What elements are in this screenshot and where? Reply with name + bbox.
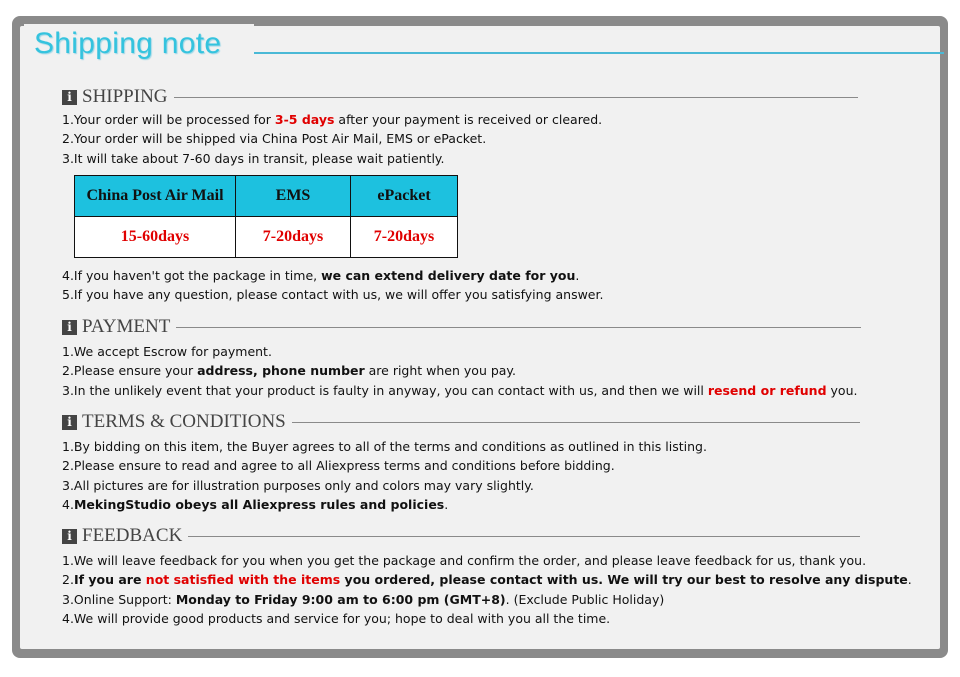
table-header-cell: ePacket — [351, 176, 458, 217]
table-header-cell: EMS — [236, 176, 351, 217]
info-icon: i — [62, 90, 77, 105]
payment-line-2: 2.Please ensure your address, phone number are right when you pay. — [62, 363, 517, 378]
table-cell: 7-20days — [236, 217, 351, 258]
table-row — [75, 217, 458, 258]
terms-line-2: 2.Please ensure to read and agree to all Aliexpress terms and conditions before bidding. — [62, 458, 615, 473]
info-icon: i — [62, 415, 77, 430]
divider — [176, 327, 861, 328]
feedback-line-3: 3.Online Support: Monday to Friday 9:00 am to 6:00 pm (GMT+8). (Exclude Public Holiday) — [62, 592, 665, 607]
terms-line-1: 1.By bidding on this item, the Buyer agrees to all of the terms and conditions as outlined in this listing. — [62, 439, 707, 454]
page-title: Shipping note — [34, 27, 222, 60]
terms-line-4: 4.MekingStudio obeys all Aliexpress rules and policies. — [62, 497, 449, 512]
table-cell: 15-60days — [75, 217, 236, 258]
section-title: TERMS & CONDITIONS — [82, 411, 286, 432]
info-icon: i — [62, 320, 77, 335]
feedback-line-4: 4.We will provide good products and service for you; hope to deal with you all the time. — [62, 611, 611, 626]
section-shipping-heading — [62, 87, 858, 107]
title-rule — [254, 52, 944, 54]
section-title: PAYMENT — [82, 316, 171, 337]
shipping-line-1: 1.Your order will be processed for 3-5 days after your payment is received or cleared. — [62, 112, 603, 127]
feedback-line-2: 2.If you are not satisfied with the items you ordered, please contact with us. We will try our best to resolve any dispute. — [62, 572, 912, 587]
shipping-line-5: 5.If you have any question, please contact with us, we will offer you satisfying answer. — [62, 287, 604, 302]
shipping-line-4: 4.If you haven't got the package in time, we can extend delivery date for you. — [62, 268, 580, 283]
shipping-line-3: 3.It will take about 7-60 days in transit, please wait patiently. — [62, 151, 445, 166]
divider — [188, 536, 860, 537]
section-terms-heading — [62, 412, 860, 432]
shipping-time-table — [74, 175, 458, 258]
divider — [174, 97, 858, 98]
terms-line-3: 3.All pictures are for illustration purposes only and colors may vary slightly. — [62, 478, 534, 493]
payment-line-1: 1.We accept Escrow for payment. — [62, 344, 272, 359]
table-header-cell: China Post Air Mail — [75, 176, 236, 217]
info-icon: i — [62, 529, 77, 544]
table-header-row — [75, 176, 458, 217]
section-feedback-heading — [62, 526, 860, 546]
payment-line-3: 3.In the unlikely event that your product is faulty in anyway, you can contact with us, and then we will resend or refund you. — [62, 383, 858, 398]
shipping-line-2: 2.Your order will be shipped via China Post Air Mail, EMS or ePacket. — [62, 131, 487, 146]
feedback-line-1: 1.We will leave feedback for you when you get the package and confirm the order, and please leave feedback for us, thank you. — [62, 553, 867, 568]
table-cell: 7-20days — [351, 217, 458, 258]
divider — [292, 422, 860, 423]
section-title: SHIPPING — [82, 86, 168, 107]
section-payment-heading — [62, 317, 861, 337]
section-title: FEEDBACK — [82, 525, 183, 546]
